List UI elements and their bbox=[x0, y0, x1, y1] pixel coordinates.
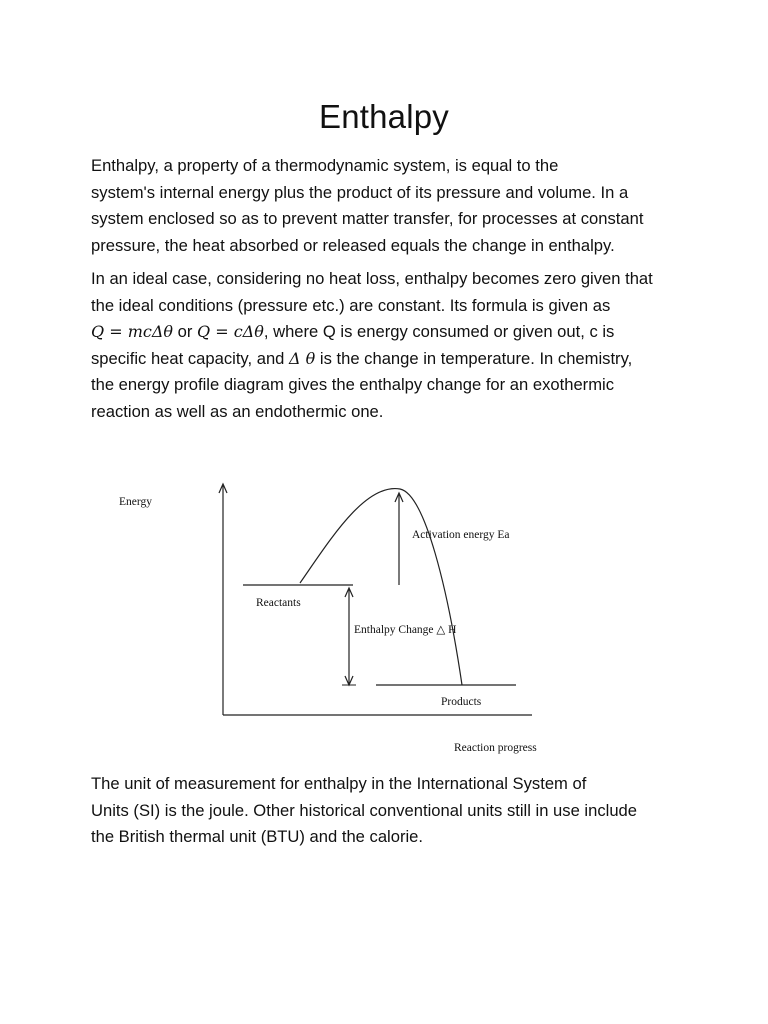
paragraph-line: reaction as well as an endothermic one. bbox=[91, 401, 384, 421]
paragraph-line: Units (SI) is the joule. Other historical conventional units still in use include bbox=[91, 800, 638, 820]
products-label: Products bbox=[441, 696, 482, 708]
paragraph-line: pressure, the heat absorbed or released equals the change in enthalpy. bbox=[91, 235, 615, 255]
text-fragment: is the change in temperature. In chemistry, bbox=[315, 348, 633, 368]
paragraph-line: Enthalpy, a property of a thermodynamic system, is equal to the bbox=[91, 156, 559, 175]
formula-or: or bbox=[173, 322, 198, 341]
enthalpy-change-label: Enthalpy Change △ H bbox=[354, 624, 457, 636]
formula-q: Q bbox=[91, 322, 105, 341]
page-title: Enthalpy bbox=[318, 98, 450, 135]
formula-mc-delta-theta: mcΔθ bbox=[127, 322, 174, 341]
x-axis-label: Reaction progress bbox=[454, 742, 537, 754]
activation-energy-label: Activation energy Ea bbox=[412, 529, 510, 541]
paragraph-line: the energy profile diagram gives the enthalpy change for an exothermic bbox=[91, 375, 615, 394]
formula-explanation: , where Q is energy consumed or given out, c is bbox=[263, 322, 615, 341]
paragraph-line: the ideal conditions (pressure etc.) are constant. Its formula is given as bbox=[91, 295, 611, 315]
paragraph-formula bbox=[91, 266, 691, 425]
formula-line: Q = mcΔθ or Q = cΔθ, where Q is energy consumed or given out, c is bbox=[91, 322, 615, 341]
paragraph-line: the British thermal unit (BTU) and the calorie. bbox=[91, 827, 424, 846]
formula-c-delta-theta: cΔθ bbox=[233, 322, 264, 341]
delta-theta-symbol: Δ θ bbox=[289, 348, 316, 368]
formula-q-2: Q bbox=[197, 322, 211, 341]
paragraph-line: system enclosed so as to prevent matter transfer, for processes at constant bbox=[91, 209, 644, 228]
paragraph-line: In an ideal case, considering no heat loss, enthalpy becomes zero given that bbox=[91, 269, 653, 288]
paragraph-line: The unit of measurement for enthalpy in the International System of bbox=[91, 774, 587, 793]
paragraph-line bbox=[91, 346, 691, 373]
energy-profile-diagram bbox=[0, 470, 768, 770]
y-axis-label: Energy bbox=[119, 496, 153, 508]
paragraph-definition bbox=[91, 153, 691, 259]
reaction-curve bbox=[300, 489, 462, 685]
paragraph-line: system's internal energy plus the product of its pressure and volume. In a bbox=[91, 182, 629, 202]
paragraph-units bbox=[91, 771, 691, 851]
text-fragment: specific heat capacity, and bbox=[91, 348, 290, 368]
reactants-label: Reactants bbox=[256, 597, 301, 609]
